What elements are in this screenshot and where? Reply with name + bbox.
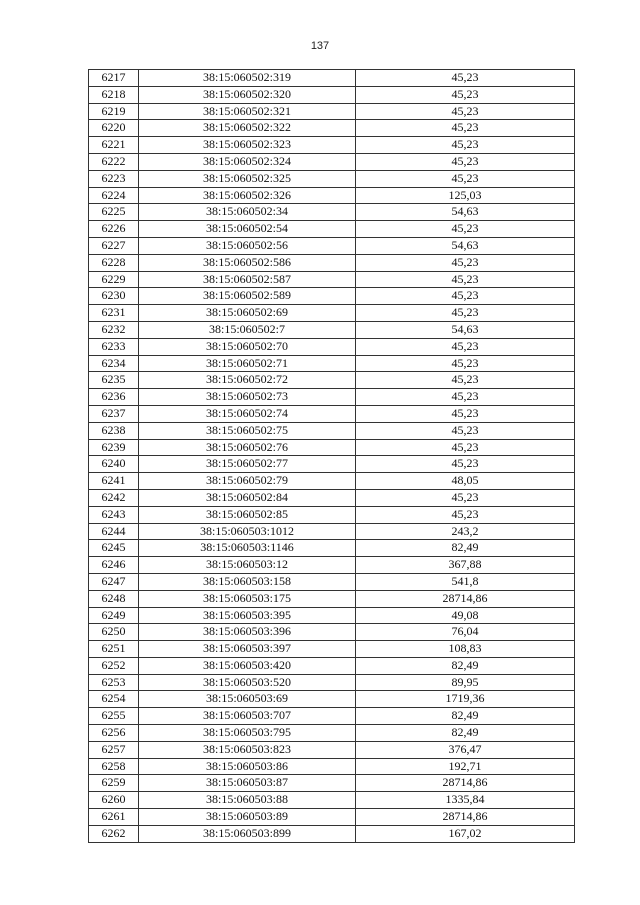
value-cell: 82,49 xyxy=(356,657,575,674)
table-row xyxy=(89,137,575,154)
table-row xyxy=(89,221,575,238)
cadastral-number-cell: 38:15:060502:85 xyxy=(139,506,356,523)
cadastral-number-cell: 38:15:060502:322 xyxy=(139,120,356,137)
value-cell: 541,8 xyxy=(356,573,575,590)
table-row xyxy=(89,405,575,422)
cadastral-number-cell: 38:15:060502:323 xyxy=(139,137,356,154)
value-cell: 82,49 xyxy=(356,708,575,725)
value-cell: 376,47 xyxy=(356,741,575,758)
cadastral-number-cell: 38:15:060503:86 xyxy=(139,758,356,775)
table-row xyxy=(89,372,575,389)
value-cell: 45,23 xyxy=(356,355,575,372)
cadastral-number-cell: 38:15:060502:56 xyxy=(139,237,356,254)
row-number-cell: 6260 xyxy=(89,792,139,809)
value-cell: 45,23 xyxy=(356,271,575,288)
table-row xyxy=(89,573,575,590)
value-cell: 48,05 xyxy=(356,473,575,490)
cadastral-number-cell: 38:15:060502:79 xyxy=(139,473,356,490)
value-cell: 45,23 xyxy=(356,305,575,322)
value-cell: 45,23 xyxy=(356,137,575,154)
cadastral-number-cell: 38:15:060503:1012 xyxy=(139,523,356,540)
value-cell: 54,63 xyxy=(356,237,575,254)
page-number: 137 xyxy=(310,40,330,52)
value-cell: 45,23 xyxy=(356,422,575,439)
row-number-cell: 6253 xyxy=(89,674,139,691)
row-number-cell: 6238 xyxy=(89,422,139,439)
value-cell: 54,63 xyxy=(356,204,575,221)
value-cell: 45,23 xyxy=(356,221,575,238)
cadastral-number-cell: 38:15:060503:823 xyxy=(139,741,356,758)
table-row xyxy=(89,708,575,725)
value-cell: 54,63 xyxy=(356,321,575,338)
table-row xyxy=(89,170,575,187)
row-number-cell: 6221 xyxy=(89,137,139,154)
cadastral-number-cell: 38:15:060503:12 xyxy=(139,557,356,574)
value-cell: 45,23 xyxy=(356,103,575,120)
cadastral-number-cell: 38:15:060502:72 xyxy=(139,372,356,389)
table-row xyxy=(89,523,575,540)
row-number-cell: 6248 xyxy=(89,590,139,607)
row-number-cell: 6235 xyxy=(89,372,139,389)
value-cell: 45,23 xyxy=(356,456,575,473)
table-row xyxy=(89,473,575,490)
value-cell: 1335,84 xyxy=(356,792,575,809)
cadastral-number-cell: 38:15:060502:76 xyxy=(139,439,356,456)
table-row xyxy=(89,237,575,254)
cadastral-number-cell: 38:15:060503:158 xyxy=(139,573,356,590)
cadastral-number-cell: 38:15:060502:73 xyxy=(139,389,356,406)
table-row xyxy=(89,792,575,809)
cadastral-number-cell: 38:15:060502:325 xyxy=(139,170,356,187)
row-number-cell: 6258 xyxy=(89,758,139,775)
table-row xyxy=(89,775,575,792)
table-row xyxy=(89,741,575,758)
value-cell: 45,23 xyxy=(356,120,575,137)
row-number-cell: 6226 xyxy=(89,221,139,238)
table-row xyxy=(89,657,575,674)
cadastral-number-cell: 38:15:060502:321 xyxy=(139,103,356,120)
row-number-cell: 6237 xyxy=(89,405,139,422)
cadastral-number-cell: 38:15:060502:70 xyxy=(139,338,356,355)
value-cell: 167,02 xyxy=(356,825,575,842)
cadastral-number-cell: 38:15:060503:520 xyxy=(139,674,356,691)
table-row xyxy=(89,153,575,170)
row-number-cell: 6223 xyxy=(89,170,139,187)
row-number-cell: 6225 xyxy=(89,204,139,221)
row-number-cell: 6222 xyxy=(89,153,139,170)
value-cell: 49,08 xyxy=(356,607,575,624)
value-cell: 45,23 xyxy=(356,389,575,406)
cadastral-number-cell: 38:15:060502:324 xyxy=(139,153,356,170)
cadastral-number-cell: 38:15:060503:88 xyxy=(139,792,356,809)
row-number-cell: 6220 xyxy=(89,120,139,137)
table-row xyxy=(89,641,575,658)
table-row xyxy=(89,70,575,87)
row-number-cell: 6243 xyxy=(89,506,139,523)
value-cell: 45,23 xyxy=(356,405,575,422)
cadastral-number-cell: 38:15:060502:320 xyxy=(139,86,356,103)
row-number-cell: 6255 xyxy=(89,708,139,725)
value-cell: 125,03 xyxy=(356,187,575,204)
cadastral-number-cell: 38:15:060503:87 xyxy=(139,775,356,792)
table-row xyxy=(89,674,575,691)
row-number-cell: 6232 xyxy=(89,321,139,338)
cadastral-number-cell: 38:15:060502:319 xyxy=(139,70,356,87)
cadastral-number-cell: 38:15:060502:54 xyxy=(139,221,356,238)
value-cell: 82,49 xyxy=(356,725,575,742)
table-row xyxy=(89,103,575,120)
table-row xyxy=(89,489,575,506)
cadastral-number-cell: 38:15:060503:395 xyxy=(139,607,356,624)
row-number-cell: 6256 xyxy=(89,725,139,742)
cadastral-number-cell: 38:15:060502:69 xyxy=(139,305,356,322)
value-cell: 45,23 xyxy=(356,254,575,271)
row-number-cell: 6259 xyxy=(89,775,139,792)
table-row xyxy=(89,86,575,103)
table-row xyxy=(89,389,575,406)
value-cell: 28714,86 xyxy=(356,775,575,792)
table-row xyxy=(89,809,575,826)
table-row xyxy=(89,624,575,641)
row-number-cell: 6262 xyxy=(89,825,139,842)
cadastral-number-cell: 38:15:060503:69 xyxy=(139,691,356,708)
row-number-cell: 6261 xyxy=(89,809,139,826)
row-number-cell: 6228 xyxy=(89,254,139,271)
cadastral-number-cell: 38:15:060503:707 xyxy=(139,708,356,725)
table-row xyxy=(89,355,575,372)
value-cell: 45,23 xyxy=(356,170,575,187)
table-row xyxy=(89,254,575,271)
cadastral-number-cell: 38:15:060502:7 xyxy=(139,321,356,338)
value-cell: 367,88 xyxy=(356,557,575,574)
cadastral-number-cell: 38:15:060502:74 xyxy=(139,405,356,422)
table-row xyxy=(89,607,575,624)
cadastral-number-cell: 38:15:060502:71 xyxy=(139,355,356,372)
cadastral-number-cell: 38:15:060502:586 xyxy=(139,254,356,271)
row-number-cell: 6242 xyxy=(89,489,139,506)
row-number-cell: 6245 xyxy=(89,540,139,557)
row-number-cell: 6254 xyxy=(89,691,139,708)
row-number-cell: 6244 xyxy=(89,523,139,540)
row-number-cell: 6229 xyxy=(89,271,139,288)
cadastral-table xyxy=(88,69,575,843)
value-cell: 82,49 xyxy=(356,540,575,557)
row-number-cell: 6249 xyxy=(89,607,139,624)
cadastral-number-cell: 38:15:060503:175 xyxy=(139,590,356,607)
row-number-cell: 6224 xyxy=(89,187,139,204)
row-number-cell: 6241 xyxy=(89,473,139,490)
row-number-cell: 6251 xyxy=(89,641,139,658)
row-number-cell: 6233 xyxy=(89,338,139,355)
table-row xyxy=(89,271,575,288)
table-row xyxy=(89,422,575,439)
value-cell: 243,2 xyxy=(356,523,575,540)
value-cell: 76,04 xyxy=(356,624,575,641)
cadastral-number-cell: 38:15:060503:420 xyxy=(139,657,356,674)
row-number-cell: 6234 xyxy=(89,355,139,372)
row-number-cell: 6236 xyxy=(89,389,139,406)
value-cell: 45,23 xyxy=(356,70,575,87)
table-row xyxy=(89,758,575,775)
cadastral-number-cell: 38:15:060502:75 xyxy=(139,422,356,439)
row-number-cell: 6247 xyxy=(89,573,139,590)
cadastral-number-cell: 38:15:060502:589 xyxy=(139,288,356,305)
cadastral-number-cell: 38:15:060502:34 xyxy=(139,204,356,221)
value-cell: 45,23 xyxy=(356,338,575,355)
cadastral-number-cell: 38:15:060502:84 xyxy=(139,489,356,506)
value-cell: 45,23 xyxy=(356,86,575,103)
value-cell: 192,71 xyxy=(356,758,575,775)
table-row xyxy=(89,691,575,708)
table-row xyxy=(89,725,575,742)
row-number-cell: 6227 xyxy=(89,237,139,254)
row-number-cell: 6230 xyxy=(89,288,139,305)
cadastral-number-cell: 38:15:060503:899 xyxy=(139,825,356,842)
value-cell: 28714,86 xyxy=(356,809,575,826)
value-cell: 45,23 xyxy=(356,506,575,523)
value-cell: 1719,36 xyxy=(356,691,575,708)
cadastral-number-cell: 38:15:060503:1146 xyxy=(139,540,356,557)
table-row xyxy=(89,540,575,557)
table-row xyxy=(89,557,575,574)
row-number-cell: 6219 xyxy=(89,103,139,120)
value-cell: 45,23 xyxy=(356,439,575,456)
row-number-cell: 6240 xyxy=(89,456,139,473)
value-cell: 108,83 xyxy=(356,641,575,658)
cadastral-number-cell: 38:15:060502:587 xyxy=(139,271,356,288)
table-row xyxy=(89,288,575,305)
row-number-cell: 6257 xyxy=(89,741,139,758)
value-cell: 45,23 xyxy=(356,288,575,305)
table-row xyxy=(89,120,575,137)
table-row xyxy=(89,439,575,456)
value-cell: 28714,86 xyxy=(356,590,575,607)
row-number-cell: 6239 xyxy=(89,439,139,456)
value-cell: 45,23 xyxy=(356,372,575,389)
row-number-cell: 6231 xyxy=(89,305,139,322)
cadastral-number-cell: 38:15:060503:397 xyxy=(139,641,356,658)
value-cell: 45,23 xyxy=(356,489,575,506)
value-cell: 89,95 xyxy=(356,674,575,691)
table-row xyxy=(89,456,575,473)
row-number-cell: 6217 xyxy=(89,70,139,87)
cadastral-number-cell: 38:15:060502:77 xyxy=(139,456,356,473)
table-row xyxy=(89,305,575,322)
row-number-cell: 6218 xyxy=(89,86,139,103)
table-row xyxy=(89,825,575,842)
cadastral-number-cell: 38:15:060503:396 xyxy=(139,624,356,641)
table-row xyxy=(89,338,575,355)
row-number-cell: 6246 xyxy=(89,557,139,574)
table-row xyxy=(89,204,575,221)
table-row xyxy=(89,590,575,607)
table-row xyxy=(89,506,575,523)
table-row xyxy=(89,321,575,338)
table-body xyxy=(89,70,575,843)
table-row xyxy=(89,187,575,204)
value-cell: 45,23 xyxy=(356,153,575,170)
row-number-cell: 6250 xyxy=(89,624,139,641)
cadastral-number-cell: 38:15:060502:326 xyxy=(139,187,356,204)
row-number-cell: 6252 xyxy=(89,657,139,674)
cadastral-number-cell: 38:15:060503:795 xyxy=(139,725,356,742)
cadastral-number-cell: 38:15:060503:89 xyxy=(139,809,356,826)
